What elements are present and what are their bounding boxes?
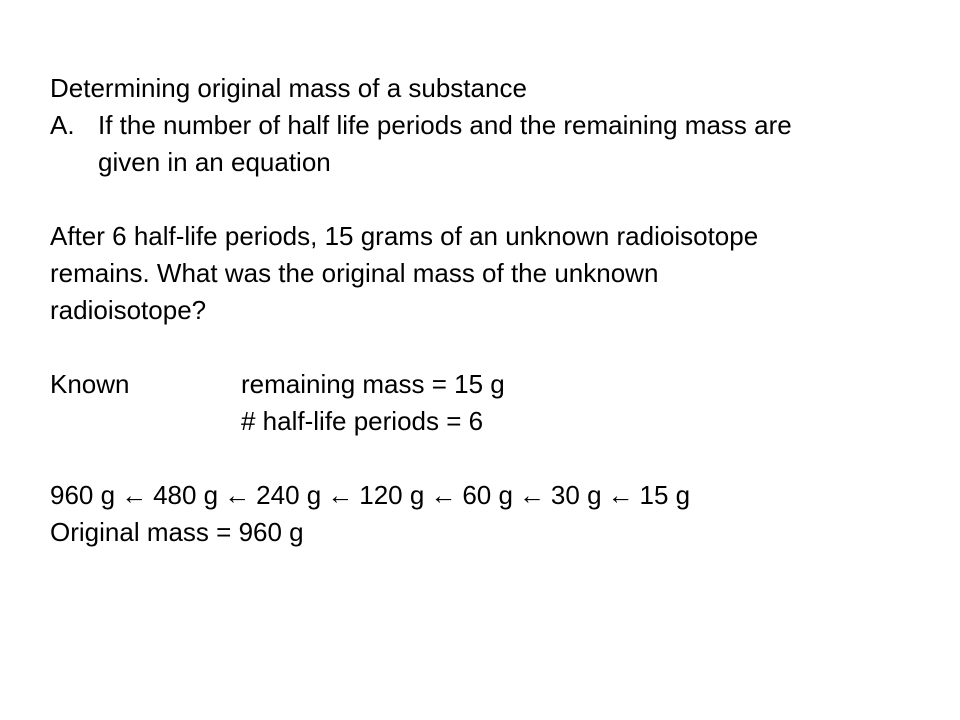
mass-value: 240 g bbox=[256, 480, 322, 510]
list-item-text bbox=[98, 107, 792, 144]
list-item-line-2: given in an equation bbox=[98, 147, 331, 177]
slide-content bbox=[50, 70, 930, 551]
known-label-spacer bbox=[50, 403, 241, 440]
mass-value: 960 g bbox=[50, 480, 116, 510]
spacer bbox=[50, 181, 930, 218]
problem-line-3: radioisotope? bbox=[50, 295, 207, 325]
known-row-1 bbox=[50, 366, 930, 403]
known-half-life-periods: # half-life periods = 6 bbox=[241, 406, 484, 436]
left-arrow-icon: ← bbox=[518, 480, 545, 510]
mass-value: 60 g bbox=[462, 480, 513, 510]
left-arrow-icon: ← bbox=[327, 480, 354, 510]
slide-heading: Determining original mass of a substance bbox=[50, 73, 527, 103]
left-arrow-icon: ← bbox=[607, 480, 634, 510]
left-arrow-icon: ← bbox=[430, 480, 457, 510]
left-arrow-icon: ← bbox=[121, 480, 148, 510]
mass-value: 15 g bbox=[639, 480, 691, 510]
spacer bbox=[50, 440, 930, 477]
list-item-line-1: If the number of half life periods and the remaining mass are bbox=[98, 110, 792, 140]
list-marker: A. bbox=[50, 110, 75, 140]
mass-value: 30 g bbox=[550, 480, 602, 510]
known-row-2 bbox=[50, 403, 930, 440]
mass-value: 480 g bbox=[153, 480, 219, 510]
left-arrow-icon: ← bbox=[224, 480, 251, 510]
mass-value: 120 g bbox=[359, 480, 425, 510]
problem-line-2: remains. What was the original mass of the unknown bbox=[50, 258, 659, 288]
spacer bbox=[50, 329, 930, 366]
list-item-a bbox=[50, 107, 930, 144]
known-label: Known bbox=[50, 369, 130, 399]
mass-sequence bbox=[50, 477, 930, 514]
original-mass-answer: Original mass = 960 g bbox=[50, 517, 304, 547]
problem-line-1: After 6 half-life periods, 15 grams of an unknown radioisotope bbox=[50, 221, 759, 251]
known-remaining-mass: remaining mass = 15 g bbox=[241, 369, 505, 399]
